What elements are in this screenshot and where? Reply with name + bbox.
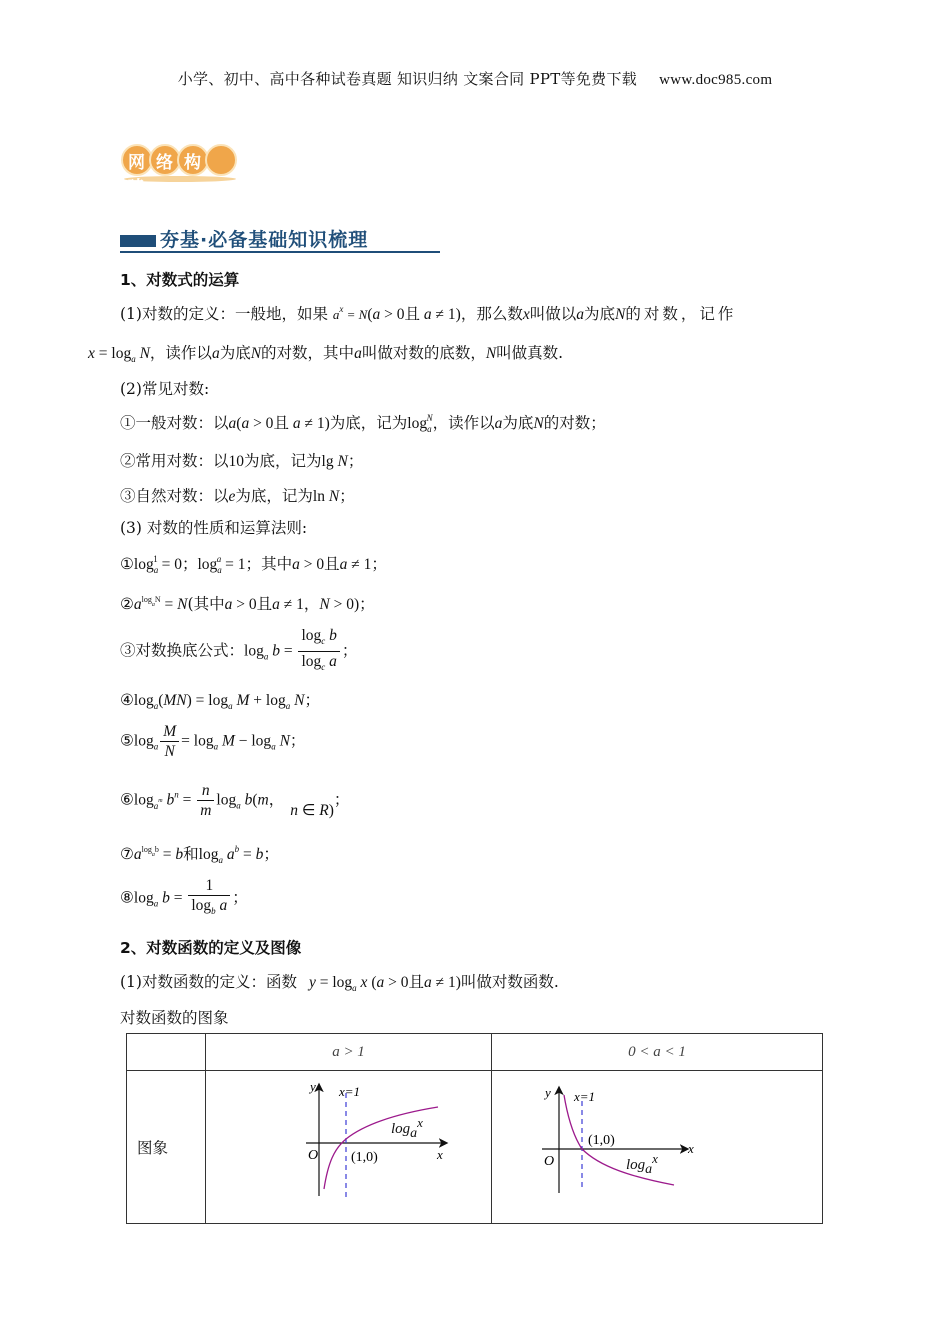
- rule-2: $②a^{log_aN} = N$(其中a > 0且a ≠ 1，N > 0)；: [120, 595, 375, 613]
- rule-3: ③对数换底公式：$\log_a b$ = $\frac{\log_c b}{\log_c a}$ ；: [120, 627, 358, 672]
- graph-a-lt-1: [492, 1071, 823, 1224]
- header-site[interactable]: www.doc985.com: [659, 72, 773, 88]
- s2-graph-label: 对数函数的图象: [120, 1009, 229, 1027]
- s1-p1b-read: ，读作以: [149, 344, 212, 362]
- fn-label: logax: [391, 1115, 423, 1141]
- i1b: 为底，记为: [329, 414, 408, 432]
- rule-1: $①\log_a^1 = 0$；$\log_a^a = 1$；其中a > 0且a ≠ 1；: [120, 554, 387, 575]
- graph-a-gt-1-svg: [206, 1071, 491, 1219]
- and-text: 且: [273, 414, 289, 432]
- s1-p1-tail: 叫做以: [529, 305, 577, 323]
- s1-item3: ③自然对数：以e为底，记为ln N；: [120, 487, 355, 505]
- section-title-text: 夯基·必备基础知识梳理: [160, 229, 369, 251]
- section-title-underline: [120, 251, 440, 253]
- s1-p1: (1)对数的定义：一般地，如果 $a^x = N(a > 0$且 a ≠ 1)，那么数x叫做以a为底N的对数，记作: [120, 304, 737, 323]
- s1-p1-end: 的对数，记作: [625, 305, 737, 323]
- fn-label: logax: [626, 1151, 658, 1177]
- axis-label-y: y: [310, 1079, 316, 1094]
- s1-p1b: $x = \log_a N$，读作以a为底N的对数，其中a叫做对数的底数，N叫做真数.: [88, 344, 564, 364]
- origin-label: O: [544, 1154, 555, 1169]
- line-label: x=1: [339, 1084, 361, 1099]
- point-label: (1,0): [351, 1150, 378, 1165]
- i1c: ，读作以: [432, 414, 495, 432]
- r7-and: 和: [183, 845, 199, 863]
- header-text: 小学、初中、高中各种试卷真题 知识归纳 文案合同 PPT等免费下载: [177, 70, 638, 88]
- rule-7: $⑦a^{log_ab} = b$和$\log_a a^b = b$；: [120, 844, 279, 865]
- i3b: 为底，记为: [235, 487, 313, 505]
- r3-label: ③对数换底公式：: [120, 641, 245, 660]
- s1-item2: ②常用对数：以10为底，记为lg N；: [120, 452, 364, 470]
- axis-label-x: x: [437, 1147, 443, 1162]
- log-curve: [564, 1095, 674, 1185]
- i1e: 的对数；: [543, 414, 606, 432]
- axis-label-x: x: [688, 1141, 694, 1156]
- i3a: ③自然对数：以: [120, 487, 229, 505]
- col-a-lt-1: 0 < a < 1: [492, 1034, 823, 1071]
- s2-title: 2、对数函数的定义及图像: [120, 939, 302, 957]
- s2-def-a: (1)对数函数的定义：函数: [120, 973, 297, 991]
- s1-p2: (2)常见对数:: [120, 380, 210, 398]
- s1-p1-tail2: 为底: [584, 305, 616, 323]
- r2-tail: (其中: [187, 595, 225, 613]
- rule-8: $⑧\log_a$ b = $\frac{1}{\log_b a}$ ；: [120, 877, 248, 916]
- rule-4: $④\log_a(MN) = \log_a M + \log_a N$；: [120, 691, 320, 711]
- section-badge: [120, 143, 238, 198]
- graph-table: [126, 1033, 823, 1224]
- badge-text: 网络构建: [128, 153, 212, 198]
- i2b: 为底，记为: [244, 452, 322, 470]
- i1a: ①一般对数：以: [120, 414, 229, 432]
- graph-a-lt-1-svg: [492, 1071, 822, 1219]
- s1-p1b-end: 叫做真数.: [496, 344, 564, 362]
- page-header: [0, 68, 950, 89]
- point-label: (1,0): [588, 1133, 615, 1148]
- s1-p1-mid: ，那么数: [460, 305, 523, 323]
- row-label: 图象: [127, 1071, 206, 1224]
- s1-title: 1、对数式的运算: [120, 271, 240, 289]
- and-text: 且: [404, 305, 421, 323]
- s1-item1: ①一般对数：以a(a > 0且 a ≠ 1)为底，记为$\log_a^N$，读作以a为底N的对数；: [120, 413, 606, 434]
- and-text: 且: [408, 973, 424, 991]
- origin-label: O: [308, 1148, 319, 1163]
- s2-def-b: 叫做对数函数.: [460, 973, 559, 991]
- section-title: [120, 225, 440, 255]
- s1-p1b-mid3: 叫做对数的底数，: [361, 344, 486, 362]
- rule-5: $⑤\log_a$ $\frac{M}{N}$ = $\log_a M - \log_a N$；: [120, 723, 306, 760]
- section-title-bar: [120, 235, 156, 247]
- and-text: 且: [256, 595, 273, 613]
- i1d: 为底: [502, 414, 534, 432]
- s2-def: (1)对数函数的定义：函数 $y = \log_a x$ (a > 0且a ≠ 1)叫做对数函数.: [120, 973, 559, 993]
- s1-p3: (3) 对数的性质和运算法则:: [120, 519, 308, 537]
- r1-tail: 其中: [261, 555, 293, 573]
- col-a-gt-1: a > 1: [206, 1034, 492, 1071]
- s1-p1-label: (1)对数的定义：一般地，如果: [120, 305, 328, 323]
- rule-6: $⑥\log_{a^m}$ $b^n$ = $\frac{n}{m}$ $\log_a b(m$，n ∈ R)；: [120, 782, 350, 819]
- and-text: 且: [324, 555, 340, 573]
- graph-a-gt-1: [206, 1071, 492, 1224]
- s1-p1b-mid2: 的对数，其中: [261, 344, 355, 362]
- i2a: ②常用对数：以: [120, 452, 229, 470]
- line-label: x=1: [574, 1089, 596, 1104]
- s1-p1b-mid: 为底: [219, 344, 251, 362]
- axis-label-y: y: [545, 1085, 551, 1100]
- table-corner: [127, 1034, 206, 1071]
